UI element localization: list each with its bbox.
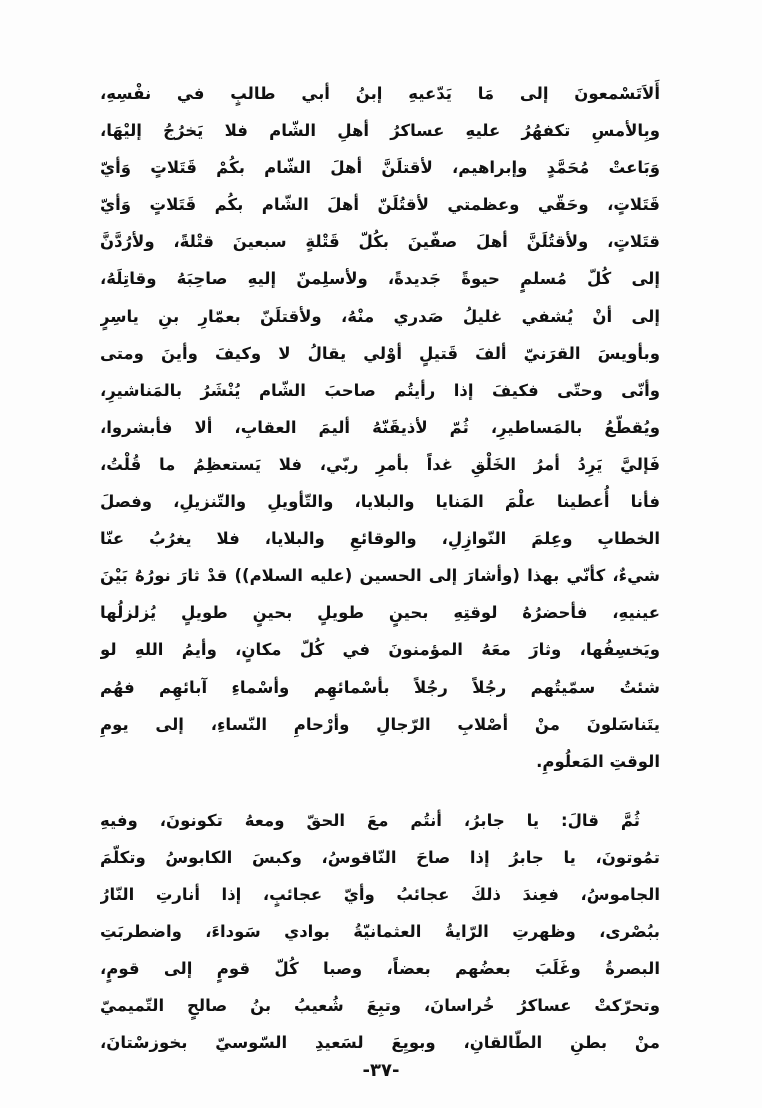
text-line: تمُوتونَ، يا جابرُ إذا صاحَ النّاقوسُ، وكبسَ الكابوسُ وتكلّمَ [100, 847, 660, 867]
text-line: الخطابِ وعِلمَ النّوازِلِ، والوقائعِ والبلايا، فلا يغرُبُ عنّا [100, 529, 660, 549]
text-line: يتَناسَلونَ منْ أصْلابِ الرّجالِ وأرْحامِ النّساءِ، إلى يومِ [100, 714, 660, 734]
text-line: ثُمَّ قالَ: يا جابرُ، أنتُم معَ الحقّ ومعهُ تكونونَ، وفيهِ [100, 810, 640, 830]
text-line: البصرةُ وغَلَبَ بعضُهم بعضاً، وصبا كُلّ قومٍ إلى قومٍ، [100, 959, 660, 979]
text-line: فأنا أُعطينا علْمَ المَنايا والبلايا، والتّأويلِ والتّنزيلِ، وفصلَ [100, 492, 660, 512]
page-number: -٣٧- [362, 1060, 400, 1081]
text-line: شيءٌ، كأنّي بهذا (وأشارَ إلى الحسين (عليه السلام)) قدْ ثارَ نورُهُ بَيْنَ [100, 566, 660, 586]
body-text [100, 75, 660, 1061]
text-line: وتحرّكتْ عساكرُ خُراسانَ، وتبِعَ شُعيبُ بنُ صالحٍ التّميميّ [100, 996, 660, 1016]
text-line: إلى أنْ يُشفي غليلُ صَدري منْهُ، ولأقتلَنّ بعمّارِ بنِ ياسِرٍ [100, 306, 660, 326]
paragraph-gap [100, 780, 660, 802]
text-line: شئتُ سمّيتُهم رجُلاً رجُلاً بأسْمائهِم وأسْماءِ آبائهِم فهُم [100, 677, 660, 697]
text-line: إلى كُلّ مُسلمٍ حيوةً جَديدةً، ولأسلِمنّ إليهِ صاحِبَهُ وقاتِلَهُ، [100, 269, 660, 289]
text-line: وبِالأمسِ تكفهُرُ عليهِ عساكرُ أهلِ الشّام فلا يَخرُجُ إليْهَا، [100, 121, 660, 141]
text-line: عينيهِ، فأحضرُهُ لوقتِهِ بحينٍ طويلٍ بحينٍ طويلٍ يُزلزلُها [100, 603, 660, 623]
text-line: الوقتِ المَعلُومِ. [536, 751, 660, 771]
text-line: قَتَلاتٍ، وحَقّي وعظمتي لأقتُلَنّ أهلَ الشّام بكُم قَتَلاتٍ وَأيّ [100, 195, 660, 215]
text-line: وأنّى وحتّى فكيفَ إذا رأيتُم صاحبَ الشّام يُنْشَرُ بالمَناشيرِ، [100, 380, 660, 400]
text-line: ويَخسِفُها، وثارَ معَهُ المؤمنونَ في كُلّ مكانٍ، وأيمُ اللهِ لو [100, 640, 660, 660]
text-line: الجاموسُ، فعِندَ ذلكَ عجائبُ وأيّ عجائبٍ، إذا أنارتِ النّارُ [100, 884, 660, 904]
text-line: ويُقطّعُ بالمَساطيرِ، ثُمّ لأذيقَنّهُ أليمَ العقابِ، ألا فأبشروا، [100, 417, 660, 437]
text-line: منْ بطنِ الطّالقانِ، وبويِعَ لسَعيدِ السّوسيّ بخوزسْتانَ، [100, 1033, 660, 1053]
text-line: فَإليَّ يَرِدُ أمرُ الخَلْقِ غداً بأمرِ ربّي، فلا يَستعظِمُ ما قُلْتُ، [100, 454, 660, 474]
text-line: وبأويسَ القرَنيّ ألفَ قَتيلٍ أوْلي يقالُ لا وكيفَ وأينَ ومتى [100, 343, 660, 363]
text-line: وَبَاعتْ مُحَمَّدٍ وإبراهيم، لأقتلَنَّ أهلَ الشّام بكُمْ قَتَلاتٍ وَأيّ [100, 158, 660, 178]
text-line: ببُصْرى، وظهرتِ الرّايةُ العثمانيّةُ بوادي سَوداءَ، واضطربَتِ [100, 922, 660, 942]
text-line: قتَلاتٍ، ولأقتُلَنَّ أهلَ صفّينَ بكُلّ قَتْلةٍ سبعينَ قتْلةً، ولأرُدَّنَّ [100, 232, 660, 252]
text-line: أَلاَتَسْمعونَ إلى مَا يَدّعيهِ إبنُ أبي طالبٍ في نفْسِهِ، [100, 84, 660, 103]
